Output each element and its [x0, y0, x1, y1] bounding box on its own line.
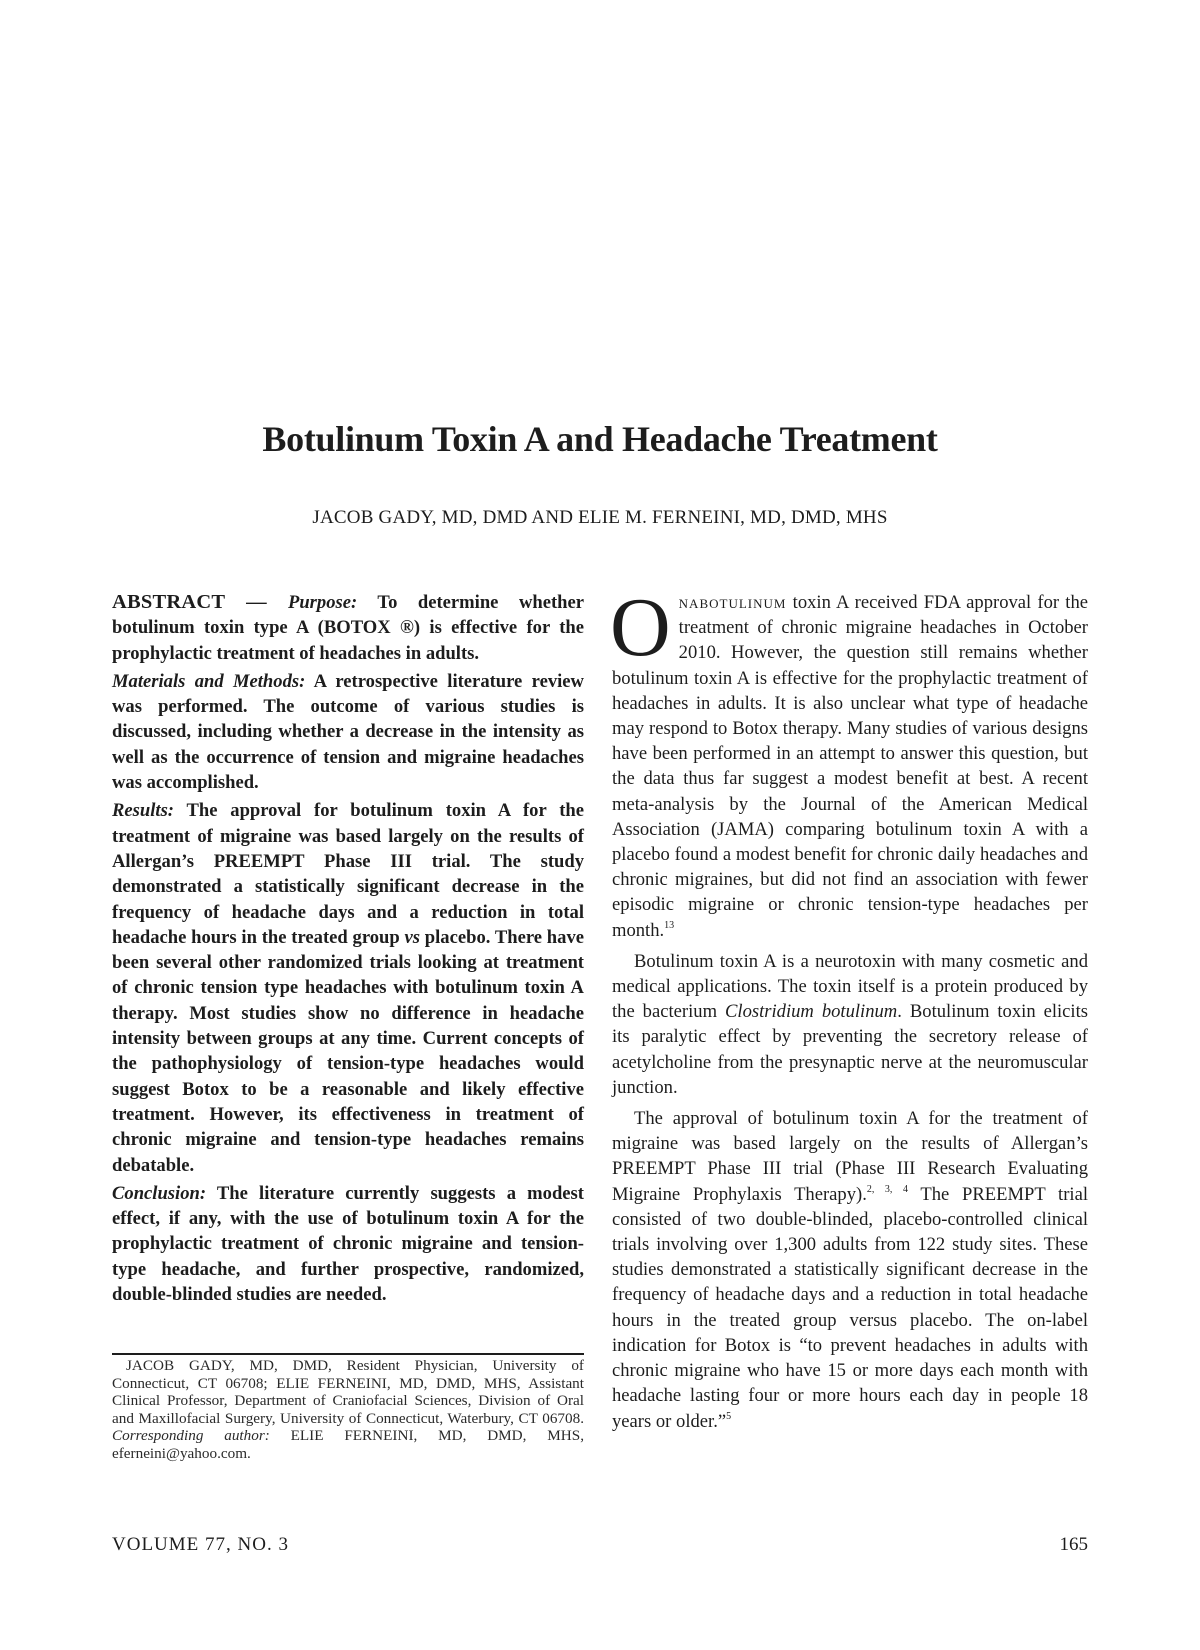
purpose-text: To determine whether botulinum toxin type A (BOTOX ®) is effective for the prophylactic treatment of headaches in adults.	[112, 592, 585, 664]
species-name: Clostridium botulinum	[725, 1001, 898, 1023]
page-number: 165	[1059, 1534, 1088, 1555]
body-paragraph-1	[610, 581, 1088, 943]
body-paragraph-2	[612, 949, 1088, 1100]
results-text-2: placebo. There have been several other randomized trials looking at treatment of chronic tension type headaches with botulinum toxin A therapy. Most studies show no difference in headache intensity between groups at any time. Current concepts of the pathophysiology of tension-type headaches would suggest Botox to be a reasonable and likely effective treatment. However, its effectiveness in treatment of chronic migraine and tension-type headaches remains debatable.	[112, 926, 584, 1176]
small-caps-lead: nabotulinum	[678, 592, 787, 613]
drop-cap: O	[610, 581, 671, 674]
paragraph-3-text-a: The approval of botulinum toxin A for the treatment of migraine was based largely on the results of Allergan’s PREEMPT Phase III trial (Phase III Research Evaluating Migraine Prophylaxis Therapy).	[612, 1108, 1088, 1205]
purpose-label: Purpose:	[287, 592, 358, 613]
article-body	[610, 581, 1088, 1440]
affiliation-text: JACOB GADY, MD, DMD, Resident Physician, University of Connecticut, CT 06708; ELIE FERNEINI, MD, DMD, MHS, Assistant Clinical Professor, Department of Craniofacial Sciences, Division of Oral and Maxillofacial Surgery, University of Connecticut, Waterbury, CT 06708.	[112, 1357, 584, 1427]
methods-label: Materials and Methods:	[112, 670, 306, 692]
abstract-purpose	[112, 590, 584, 666]
article-authors: JACOB GADY, MD, DMD AND ELIE M. FERNEINI, MD, DMD, MHS	[312, 507, 888, 528]
paragraph-2-text-a: Botulinum toxin A is a neurotoxin with many cosmetic and medical applications. The toxin itself is a protein produced by the bacterium	[612, 950, 1088, 1023]
results-text: The approval for botulinum toxin A for the treatment of migraine was based largely on the results of Allergan’s PREEMPT Phase III trial. The study demonstrated a statistically significant decrease in the frequency of headache days and a reduction in total headache hours in the treated group	[112, 800, 584, 948]
corresponding-text: ELIE FERNEINI, MD, DMD, MHS, eferneini@yahoo.com.	[112, 1427, 584, 1462]
abstract	[112, 590, 584, 1310]
footnote-divider	[112, 1353, 584, 1355]
body-paragraph-3	[612, 1106, 1088, 1434]
paragraph-3-text-b: The PREEMPT trial consisted of two double-blinded, placebo-controlled clinical trials involving over 1,300 adults from 122 study sites. These studies demonstrated a statistically significant decrease in the frequency of headache days and a reduction in total headache hours in the treated group versus placebo. The on-label indication for Botox is “to prevent headaches in adults with chronic migraine who have 15 or more days each month with headache lasting four or more hours each day in people 18 years or older.”	[612, 1183, 1088, 1432]
volume-label: VOLUME 77, NO. 3	[112, 1534, 289, 1555]
reference-2-3-4: 2, 3, 4	[866, 1183, 908, 1195]
conclusion-label: Conclusion:	[112, 1182, 207, 1204]
paragraph-2-text-b: . Botulinum toxin elicits its paralytic effect by preventing the secretory release of acetylcholine from the presynaptic nerve at the neuromuscular junction.	[612, 1001, 1088, 1098]
corresponding-label: Corresponding author:	[112, 1427, 270, 1445]
author-affiliations	[112, 1357, 584, 1463]
results-vs: vs	[404, 926, 421, 948]
abstract-methods	[112, 669, 584, 795]
abstract-conclusion	[112, 1181, 584, 1307]
article-title: Botulinum Toxin A and Headache Treatment	[262, 419, 938, 459]
conclusion-text: The literature currently suggests a modest effect, if any, with the use of botulinum toxin A for the prophylactic treatment of chronic migraine and tension-type headache, and further prospective, randomized, double-blinded studies are needed.	[112, 1182, 584, 1306]
abstract-heading: ABSTRACT —	[112, 591, 288, 613]
reference-13: 13	[664, 919, 675, 931]
methods-text: A retrospective literature review was performed. The outcome of various studies is discussed, including whether a decrease in the intensity as well as the occurrence of tension and migraine headaches was accomplished.	[112, 670, 584, 794]
paragraph-1-text: toxin A received FDA approval for the treatment of chronic migraine headaches in October 2010. However, the question still remains whether botulinum toxin A is effective for the prophylactic treatment of headaches in adults. It is also unclear what type of headache may respond to Botox therapy. Many studies of various designs have been performed in an attempt to answer this question, but the data thus far suggest a modest benefit at best. A recent meta-analysis by the Journal of the American Medical Association (JAMA) comparing botulinum toxin A with a placebo found a modest benefit for chronic daily headaches and chronic migraines, but did not find an association with fewer episodic migraine or chronic tension-type headaches per month.	[612, 592, 1088, 941]
results-label: Results:	[112, 800, 174, 822]
abstract-results	[112, 798, 584, 1177]
reference-5: 5	[726, 1410, 732, 1422]
